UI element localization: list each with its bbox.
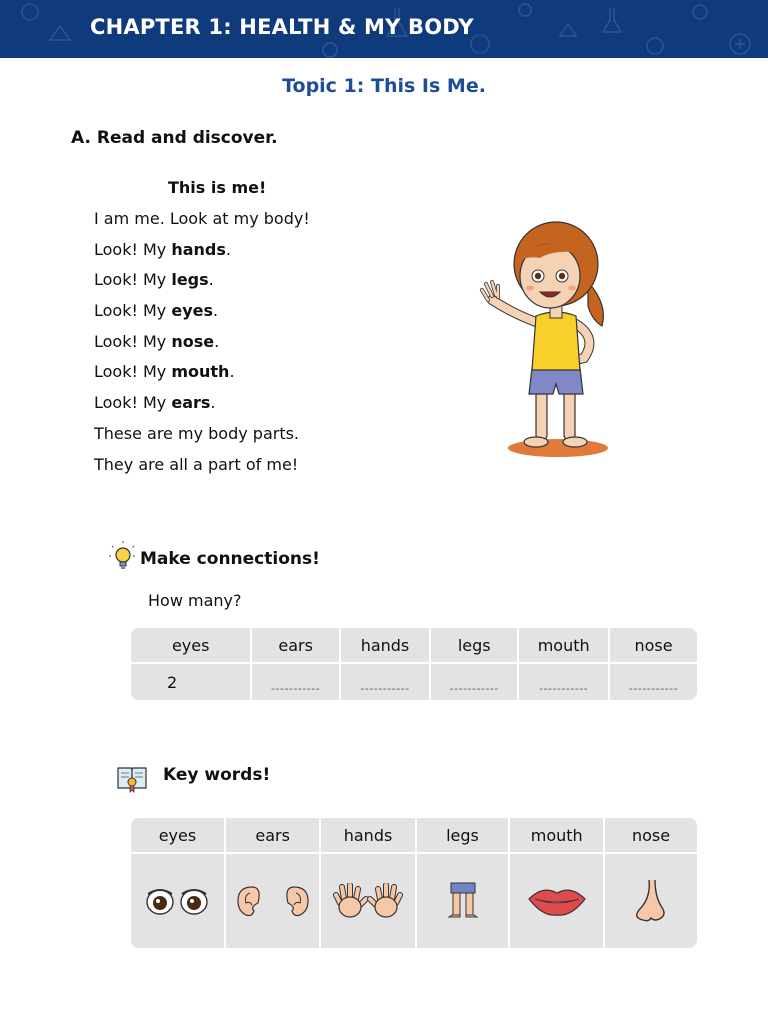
hands-icon bbox=[332, 883, 404, 919]
table-row bbox=[131, 854, 697, 948]
keyword-header-nose: nose bbox=[605, 818, 697, 854]
count-header-eyes: eyes bbox=[131, 628, 252, 664]
legs-icon bbox=[445, 881, 481, 921]
table-row bbox=[131, 628, 697, 664]
chapter-banner bbox=[0, 0, 768, 58]
lightbulb-icon bbox=[108, 540, 138, 572]
count-blank-nose[interactable]: ----------- bbox=[628, 682, 679, 695]
count-header-nose: nose bbox=[610, 628, 697, 664]
count-blank-ears[interactable]: ----------- bbox=[252, 664, 340, 700]
keyword-header-eyes: eyes bbox=[131, 818, 226, 854]
keyword-header-ears: ears bbox=[226, 818, 322, 854]
poem-line: I am me. Look at my body! bbox=[94, 209, 310, 228]
mouth-icon bbox=[527, 885, 587, 917]
key-words-title: Key words! bbox=[163, 765, 271, 785]
topic-title: Topic 1: This Is Me. bbox=[282, 75, 486, 97]
book-icon bbox=[116, 764, 148, 794]
poem-line: Look! My hands. bbox=[94, 239, 231, 259]
keyword-header-hands: hands bbox=[321, 818, 416, 854]
keyword-header-legs: legs bbox=[417, 818, 511, 854]
ears-icon bbox=[232, 883, 314, 919]
count-blank-hands[interactable]: ----------- bbox=[341, 664, 431, 700]
poem bbox=[94, 208, 310, 484]
count-blank-legs[interactable]: ----------- bbox=[431, 664, 519, 700]
girl-illustration bbox=[476, 212, 626, 462]
chapter-title: CHAPTER 1: HEALTH & MY BODY bbox=[90, 15, 474, 39]
poem-line: Look! My legs. bbox=[94, 270, 214, 290]
poem-line: They are all a part of me! bbox=[94, 454, 299, 474]
count-header-ears: ears bbox=[252, 628, 340, 664]
count-value-eyes: 2 bbox=[131, 664, 252, 700]
poem-line: Look! My mouth. bbox=[94, 362, 235, 382]
how-many-prompt: How many? bbox=[148, 591, 242, 610]
count-blank-mouth[interactable]: ----------- bbox=[519, 664, 610, 700]
poem-line: Look! My ears. bbox=[94, 393, 216, 413]
table-row bbox=[131, 818, 697, 854]
section-heading: A. Read and discover. bbox=[71, 128, 278, 148]
key-words-table bbox=[131, 818, 697, 948]
count-table bbox=[131, 628, 697, 700]
count-header-mouth: mouth bbox=[519, 628, 610, 664]
table-row bbox=[131, 664, 697, 700]
poem-line: Look! My eyes. bbox=[94, 301, 219, 321]
count-header-legs: legs bbox=[431, 628, 519, 664]
eyes-icon bbox=[144, 886, 210, 916]
make-connections-title: Make connections! bbox=[140, 549, 320, 569]
count-header-hands: hands bbox=[341, 628, 431, 664]
poem-line: These are my body parts. bbox=[94, 423, 300, 443]
nose-icon bbox=[633, 878, 669, 924]
keyword-header-mouth: mouth bbox=[510, 818, 605, 854]
poem-title: This is me! bbox=[168, 178, 267, 197]
poem-line: Look! My nose. bbox=[94, 331, 220, 351]
